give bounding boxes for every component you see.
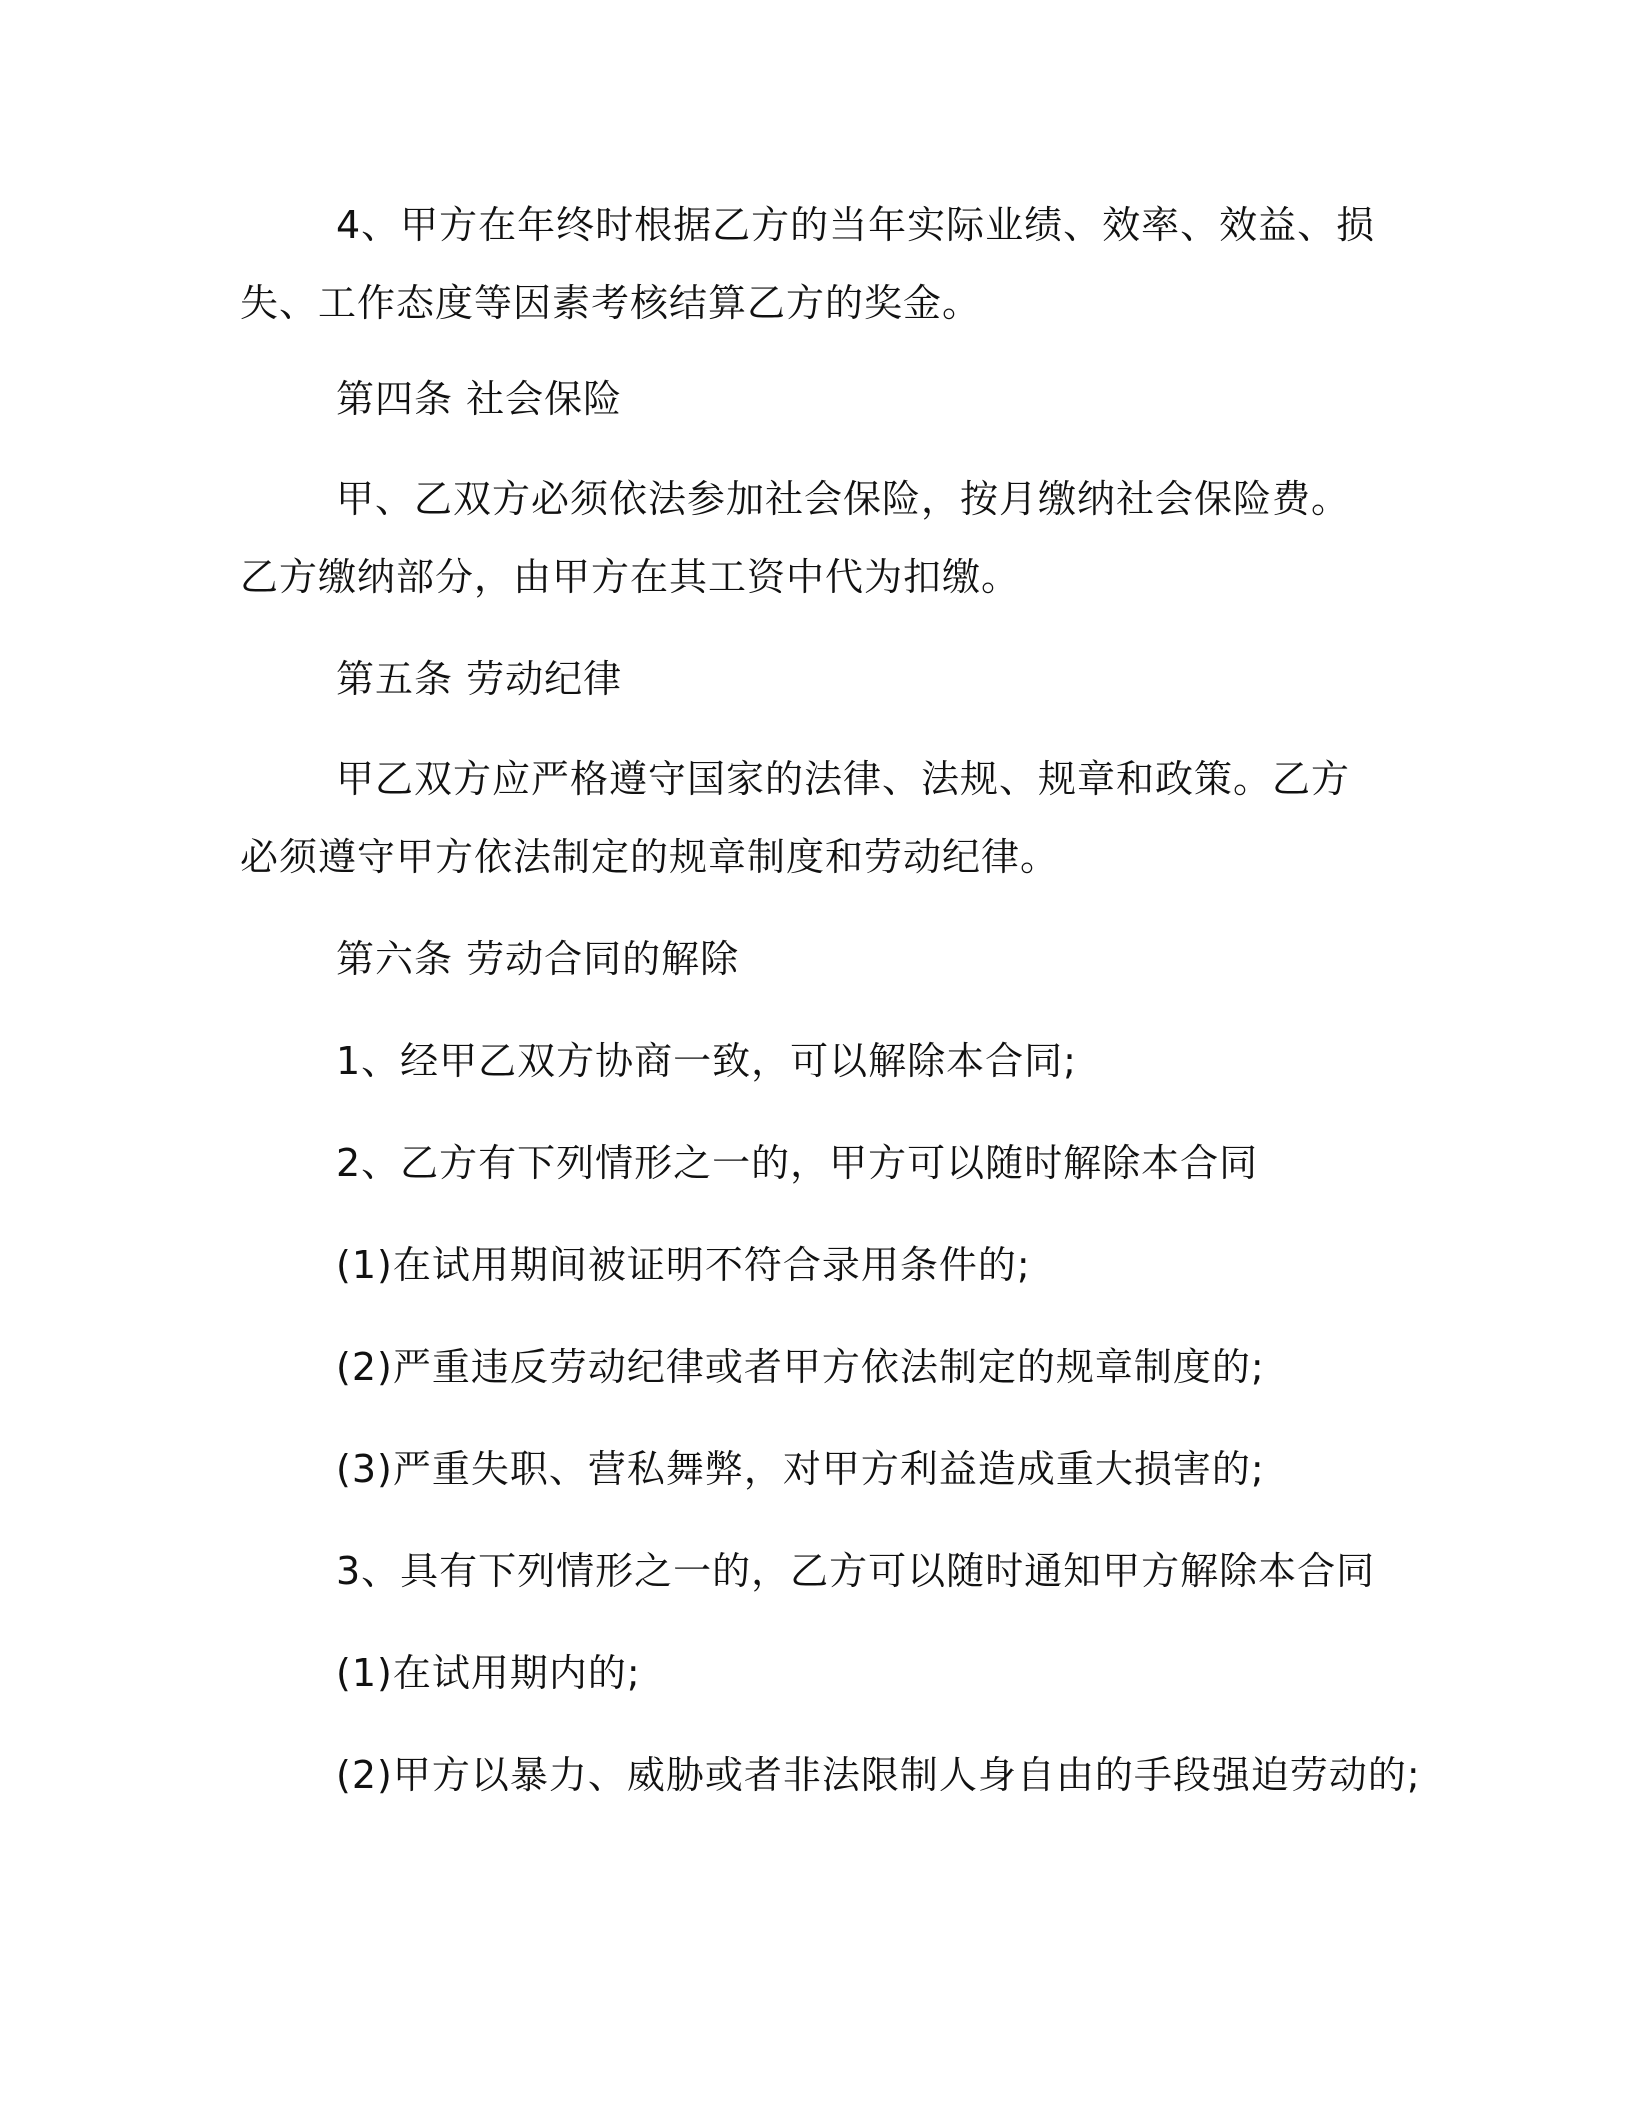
heading-article-6: 第六条 劳动合同的解除 (336, 937, 740, 981)
heading-article-5: 第五条 劳动纪律 (336, 657, 623, 701)
clause-2: 2、乙方有下列情形之一的，甲方可以随时解除本合同 (336, 1141, 1259, 1185)
clause-3-item-2: (2)甲方以暴力、威胁或者非法限制人身自由的手段强迫劳动的; (336, 1753, 1421, 1797)
paragraph-bonus-assessment: 4、甲方在年终时根据乙方的当年实际业绩、效率、效益、损失、工作态度等因素考核结算乙方的奖金。 (240, 203, 1376, 325)
heading-article-4: 第四条 社会保险 (336, 377, 623, 421)
clause-3: 3、具有下列情形之一的，乙方可以随时通知甲方解除本合同 (336, 1549, 1376, 1593)
paragraph-labor-discipline: 甲乙双方应严格遵守国家的法律、法规、规章和政策。乙方必须遵守甲方依法制定的规章制度和劳动纪律。 (240, 757, 1351, 879)
paragraph-social-insurance: 甲、乙双方必须依法参加社会保险，按月缴纳社会保险费。乙方缴纳部分，由甲方在其工资中代为扣缴。 (240, 477, 1351, 599)
clause-1: 1、经甲乙双方协商一致，可以解除本合同; (336, 1039, 1077, 1083)
clause-2-item-2: (2)严重违反劳动纪律或者甲方依法制定的规章制度的; (336, 1345, 1265, 1389)
clause-2-item-1: (1)在试用期间被证明不符合录用条件的; (336, 1243, 1031, 1287)
clause-3-item-1: (1)在试用期内的; (336, 1651, 641, 1695)
clause-2-item-3: (3)严重失职、营私舞弊，对甲方利益造成重大损害的; (336, 1447, 1265, 1491)
